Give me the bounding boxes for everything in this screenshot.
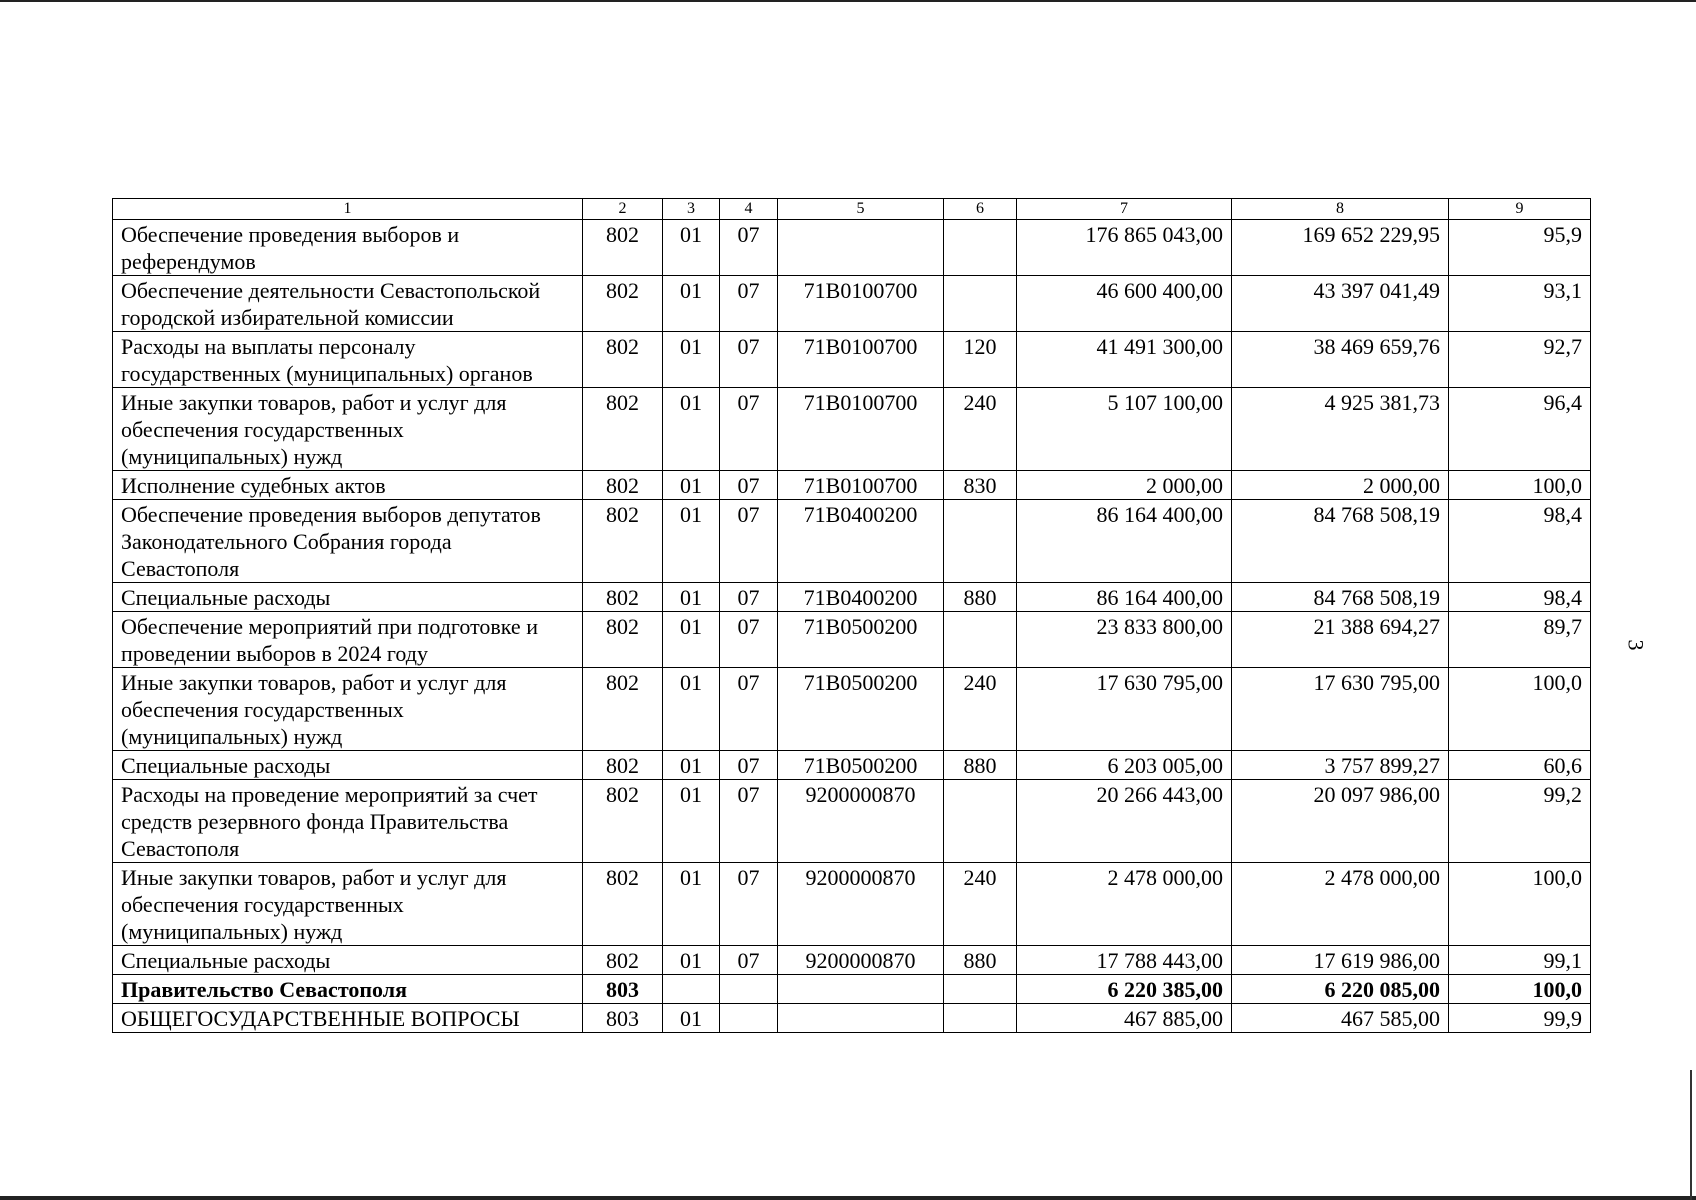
- section-code-cell: 01: [663, 780, 720, 863]
- ministry-code-cell: 802: [583, 751, 663, 780]
- section-code-cell: 01: [663, 583, 720, 612]
- executed-amount-cell: 17 619 986,00: [1232, 946, 1449, 975]
- section-code-cell: 01: [663, 276, 720, 332]
- ministry-code-cell: 802: [583, 500, 663, 583]
- subsection-code-cell: 07: [720, 388, 778, 471]
- subsection-code-cell: 07: [720, 863, 778, 946]
- executed-amount-cell: 20 097 986,00: [1232, 780, 1449, 863]
- table-header-row: [113, 199, 1591, 220]
- column-header: 6: [944, 199, 1017, 220]
- table-row: [113, 668, 1591, 751]
- subsection-code-cell: 07: [720, 751, 778, 780]
- execution-percent-cell: 92,7: [1449, 332, 1591, 388]
- executed-amount-cell: 6 220 085,00: [1232, 975, 1449, 1004]
- executed-amount-cell: 169 652 229,95: [1232, 220, 1449, 276]
- target-article-cell: 71В0100700: [778, 471, 944, 500]
- subsection-code-cell: [720, 975, 778, 1004]
- subsection-code-cell: [720, 1004, 778, 1033]
- expense-type-cell: [944, 276, 1017, 332]
- ministry-code-cell: 802: [583, 583, 663, 612]
- planned-amount-cell: 17 788 443,00: [1017, 946, 1232, 975]
- ministry-code-cell: 802: [583, 388, 663, 471]
- executed-amount-cell: 17 630 795,00: [1232, 668, 1449, 751]
- section-code-cell: [663, 975, 720, 1004]
- ministry-code-cell: 802: [583, 668, 663, 751]
- table-row: [113, 583, 1591, 612]
- table-row: [113, 388, 1591, 471]
- planned-amount-cell: 23 833 800,00: [1017, 612, 1232, 668]
- planned-amount-cell: 86 164 400,00: [1017, 583, 1232, 612]
- planned-amount-cell: 6 203 005,00: [1017, 751, 1232, 780]
- planned-amount-cell: 176 865 043,00: [1017, 220, 1232, 276]
- expense-type-cell: [944, 500, 1017, 583]
- planned-amount-cell: 46 600 400,00: [1017, 276, 1232, 332]
- table-row: [113, 1004, 1591, 1033]
- target-article-cell: 71В0100700: [778, 388, 944, 471]
- item-name-cell: Иные закупки товаров, работ и услуг для обеспечения государственных (муниципальных) нужд: [113, 863, 583, 946]
- expense-type-cell: 240: [944, 388, 1017, 471]
- page-right-border: [1690, 1070, 1692, 1200]
- executed-amount-cell: 467 585,00: [1232, 1004, 1449, 1033]
- expense-type-cell: [944, 1004, 1017, 1033]
- execution-percent-cell: 96,4: [1449, 388, 1591, 471]
- item-name-cell: Специальные расходы: [113, 583, 583, 612]
- execution-percent-cell: 99,2: [1449, 780, 1591, 863]
- table-row: [113, 946, 1591, 975]
- execution-percent-cell: 98,4: [1449, 583, 1591, 612]
- section-code-cell: 01: [663, 220, 720, 276]
- column-header: 8: [1232, 199, 1449, 220]
- section-code-cell: 01: [663, 751, 720, 780]
- table-row: [113, 332, 1591, 388]
- budget-table: [112, 198, 1591, 1033]
- subsection-code-cell: 07: [720, 500, 778, 583]
- subsection-code-cell: 07: [720, 668, 778, 751]
- target-article-cell: 71В0400200: [778, 583, 944, 612]
- executed-amount-cell: 84 768 508,19: [1232, 583, 1449, 612]
- section-code-cell: 01: [663, 471, 720, 500]
- expense-type-cell: 880: [944, 946, 1017, 975]
- table-row: [113, 471, 1591, 500]
- item-name-cell: Обеспечение проведения выборов депутатов Законодательного Собрания города Севастополя: [113, 500, 583, 583]
- target-article-cell: [778, 1004, 944, 1033]
- column-header: 2: [583, 199, 663, 220]
- ministry-code-cell: 802: [583, 220, 663, 276]
- section-code-cell: 01: [663, 612, 720, 668]
- item-name-cell: ОБЩЕГОСУДАРСТВЕННЫЕ ВОПРОСЫ: [113, 1004, 583, 1033]
- planned-amount-cell: 86 164 400,00: [1017, 500, 1232, 583]
- item-name-cell: Обеспечение проведения выборов и референдумов: [113, 220, 583, 276]
- planned-amount-cell: 41 491 300,00: [1017, 332, 1232, 388]
- execution-percent-cell: 89,7: [1449, 612, 1591, 668]
- expense-type-cell: 240: [944, 863, 1017, 946]
- target-article-cell: 9200000870: [778, 780, 944, 863]
- table-row: [113, 863, 1591, 946]
- executed-amount-cell: 84 768 508,19: [1232, 500, 1449, 583]
- section-code-cell: 01: [663, 332, 720, 388]
- target-article-cell: 71В0500200: [778, 612, 944, 668]
- section-code-cell: 01: [663, 668, 720, 751]
- execution-percent-cell: 100,0: [1449, 471, 1591, 500]
- ministry-code-cell: 802: [583, 612, 663, 668]
- expense-type-cell: [944, 220, 1017, 276]
- column-header: 7: [1017, 199, 1232, 220]
- execution-percent-cell: 95,9: [1449, 220, 1591, 276]
- subsection-code-cell: 07: [720, 946, 778, 975]
- ministry-code-cell: 803: [583, 975, 663, 1004]
- item-name-cell: Иные закупки товаров, работ и услуг для обеспечения государственных (муниципальных) нужд: [113, 388, 583, 471]
- expense-type-cell: 830: [944, 471, 1017, 500]
- target-article-cell: 71В0500200: [778, 668, 944, 751]
- table-body: [113, 220, 1591, 1033]
- target-article-cell: 9200000870: [778, 863, 944, 946]
- executed-amount-cell: 3 757 899,27: [1232, 751, 1449, 780]
- ministry-code-cell: 802: [583, 780, 663, 863]
- section-code-cell: 01: [663, 946, 720, 975]
- planned-amount-cell: 2 000,00: [1017, 471, 1232, 500]
- expense-type-cell: [944, 975, 1017, 1004]
- section-code-cell: 01: [663, 388, 720, 471]
- target-article-cell: [778, 975, 944, 1004]
- expense-type-cell: [944, 780, 1017, 863]
- table-row: [113, 220, 1591, 276]
- execution-percent-cell: 60,6: [1449, 751, 1591, 780]
- page-top-border: [0, 0, 1696, 2]
- section-code-cell: 01: [663, 863, 720, 946]
- executed-amount-cell: 43 397 041,49: [1232, 276, 1449, 332]
- target-article-cell: [778, 220, 944, 276]
- table-row: [113, 975, 1591, 1004]
- ministry-code-cell: 802: [583, 946, 663, 975]
- column-header: 9: [1449, 199, 1591, 220]
- item-name-cell: Иные закупки товаров, работ и услуг для обеспечения государственных (муниципальных) нужд: [113, 668, 583, 751]
- section-code-cell: 01: [663, 500, 720, 583]
- table-row: [113, 780, 1591, 863]
- subsection-code-cell: 07: [720, 471, 778, 500]
- subsection-code-cell: 07: [720, 583, 778, 612]
- ministry-code-cell: 802: [583, 276, 663, 332]
- column-header: 3: [663, 199, 720, 220]
- column-header: 4: [720, 199, 778, 220]
- column-header: 5: [778, 199, 944, 220]
- executed-amount-cell: 38 469 659,76: [1232, 332, 1449, 388]
- expense-type-cell: 880: [944, 583, 1017, 612]
- page-number: 3: [1623, 639, 1649, 651]
- ministry-code-cell: 802: [583, 863, 663, 946]
- planned-amount-cell: 20 266 443,00: [1017, 780, 1232, 863]
- ministry-code-cell: 802: [583, 332, 663, 388]
- item-name-cell: Исполнение судебных актов: [113, 471, 583, 500]
- expense-type-cell: [944, 612, 1017, 668]
- expense-type-cell: 880: [944, 751, 1017, 780]
- target-article-cell: 71В0100700: [778, 332, 944, 388]
- table-row: [113, 612, 1591, 668]
- item-name-cell: Правительство Севастополя: [113, 975, 583, 1004]
- target-article-cell: 9200000870: [778, 946, 944, 975]
- execution-percent-cell: 100,0: [1449, 668, 1591, 751]
- executed-amount-cell: 2 478 000,00: [1232, 863, 1449, 946]
- planned-amount-cell: 17 630 795,00: [1017, 668, 1232, 751]
- expense-type-cell: 240: [944, 668, 1017, 751]
- planned-amount-cell: 5 107 100,00: [1017, 388, 1232, 471]
- target-article-cell: 71В0500200: [778, 751, 944, 780]
- execution-percent-cell: 100,0: [1449, 975, 1591, 1004]
- subsection-code-cell: 07: [720, 612, 778, 668]
- target-article-cell: 71В0400200: [778, 500, 944, 583]
- executed-amount-cell: 2 000,00: [1232, 471, 1449, 500]
- executed-amount-cell: 4 925 381,73: [1232, 388, 1449, 471]
- execution-percent-cell: 98,4: [1449, 500, 1591, 583]
- execution-percent-cell: 100,0: [1449, 863, 1591, 946]
- table-row: [113, 276, 1591, 332]
- item-name-cell: Специальные расходы: [113, 751, 583, 780]
- item-name-cell: Специальные расходы: [113, 946, 583, 975]
- ministry-code-cell: 803: [583, 1004, 663, 1033]
- item-name-cell: Обеспечение мероприятий при подготовке и проведении выборов в 2024 году: [113, 612, 583, 668]
- table-row: [113, 751, 1591, 780]
- item-name-cell: Обеспечение деятельности Севастопольской городской избирательной комиссии: [113, 276, 583, 332]
- planned-amount-cell: 467 885,00: [1017, 1004, 1232, 1033]
- executed-amount-cell: 21 388 694,27: [1232, 612, 1449, 668]
- planned-amount-cell: 6 220 385,00: [1017, 975, 1232, 1004]
- page-bottom-border: [0, 1196, 1696, 1200]
- subsection-code-cell: 07: [720, 780, 778, 863]
- subsection-code-cell: 07: [720, 332, 778, 388]
- expense-type-cell: 120: [944, 332, 1017, 388]
- ministry-code-cell: 802: [583, 471, 663, 500]
- execution-percent-cell: 99,1: [1449, 946, 1591, 975]
- execution-percent-cell: 99,9: [1449, 1004, 1591, 1033]
- planned-amount-cell: 2 478 000,00: [1017, 863, 1232, 946]
- table-row: [113, 500, 1591, 583]
- item-name-cell: Расходы на выплаты персоналу государственных (муниципальных) органов: [113, 332, 583, 388]
- subsection-code-cell: 07: [720, 276, 778, 332]
- section-code-cell: 01: [663, 1004, 720, 1033]
- target-article-cell: 71В0100700: [778, 276, 944, 332]
- subsection-code-cell: 07: [720, 220, 778, 276]
- column-header: 1: [113, 199, 583, 220]
- item-name-cell: Расходы на проведение мероприятий за счет средств резервного фонда Правительства Севастополя: [113, 780, 583, 863]
- execution-percent-cell: 93,1: [1449, 276, 1591, 332]
